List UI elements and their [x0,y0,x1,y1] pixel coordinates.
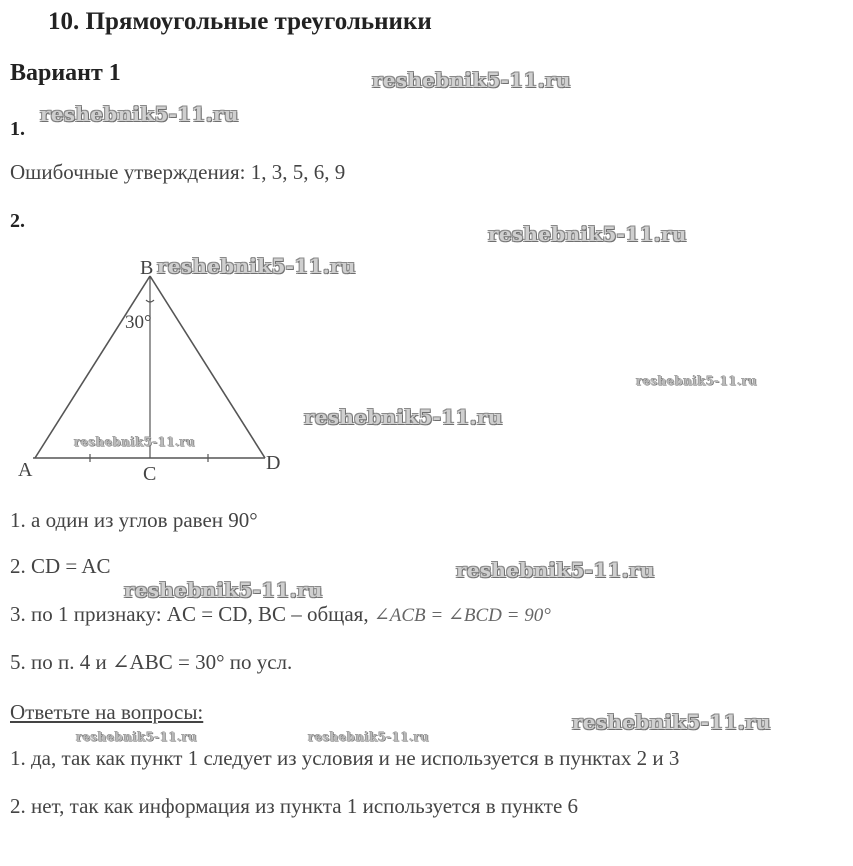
watermark: reshebnik5-11.ru [636,374,758,388]
step-1: 1. а один из углов равен 90° [10,508,258,532]
watermark: reshebnik5-11.ru [308,730,430,744]
angle-label: 30° [125,312,152,333]
watermark: reshebnik5-11.ru [74,435,196,449]
triangle-diagram [0,248,320,488]
answer-2: 2. нет, так как информация из пункта 1 используется в пункте 6 [10,794,579,818]
step-3 [10,602,551,627]
watermark: reshebnik5-11.ru [456,558,655,582]
watermark: reshebnik5-11.ru [157,254,356,278]
watermark: reshebnik5-11.ru [572,710,771,734]
step-5: 5. по п. 4 и ∠ABC = 30° по усл. [10,650,293,674]
step-2: 2. CD = AC [10,554,111,578]
vertex-d-label: D [266,452,281,474]
watermark: reshebnik5-11.ru [488,222,687,246]
variant-heading: Вариант 1 [10,60,121,86]
vertex-a-label: A [18,459,33,481]
item-1-answer: Ошибочные утверждения: 1, 3, 5, 6, 9 [10,160,346,184]
item-1-number: 1. [10,118,25,140]
side-bd [150,276,265,458]
questions-heading: Ответьте на вопросы: [10,700,204,724]
vertex-b-label: B [140,257,154,279]
watermark: reshebnik5-11.ru [372,68,571,92]
step-3-text: 3. по 1 признаку: AC = CD, BC – общая, [10,602,369,626]
watermark: reshebnik5-11.ru [40,102,239,126]
side-ab [35,276,150,458]
step-3-angle: ∠ACB = ∠BCD = 90° [373,605,551,626]
watermark: reshebnik5-11.ru [304,405,503,429]
page-title: 10. Прямоугольные треугольники [48,8,432,35]
vertex-c-label: C [143,463,157,485]
item-2-number: 2. [10,210,25,232]
watermark: reshebnik5-11.ru [124,578,323,602]
answer-1: 1. да, так как пункт 1 следует из условия и не используется в пунктах 2 и 3 [10,746,680,770]
watermark: reshebnik5-11.ru [76,730,198,744]
